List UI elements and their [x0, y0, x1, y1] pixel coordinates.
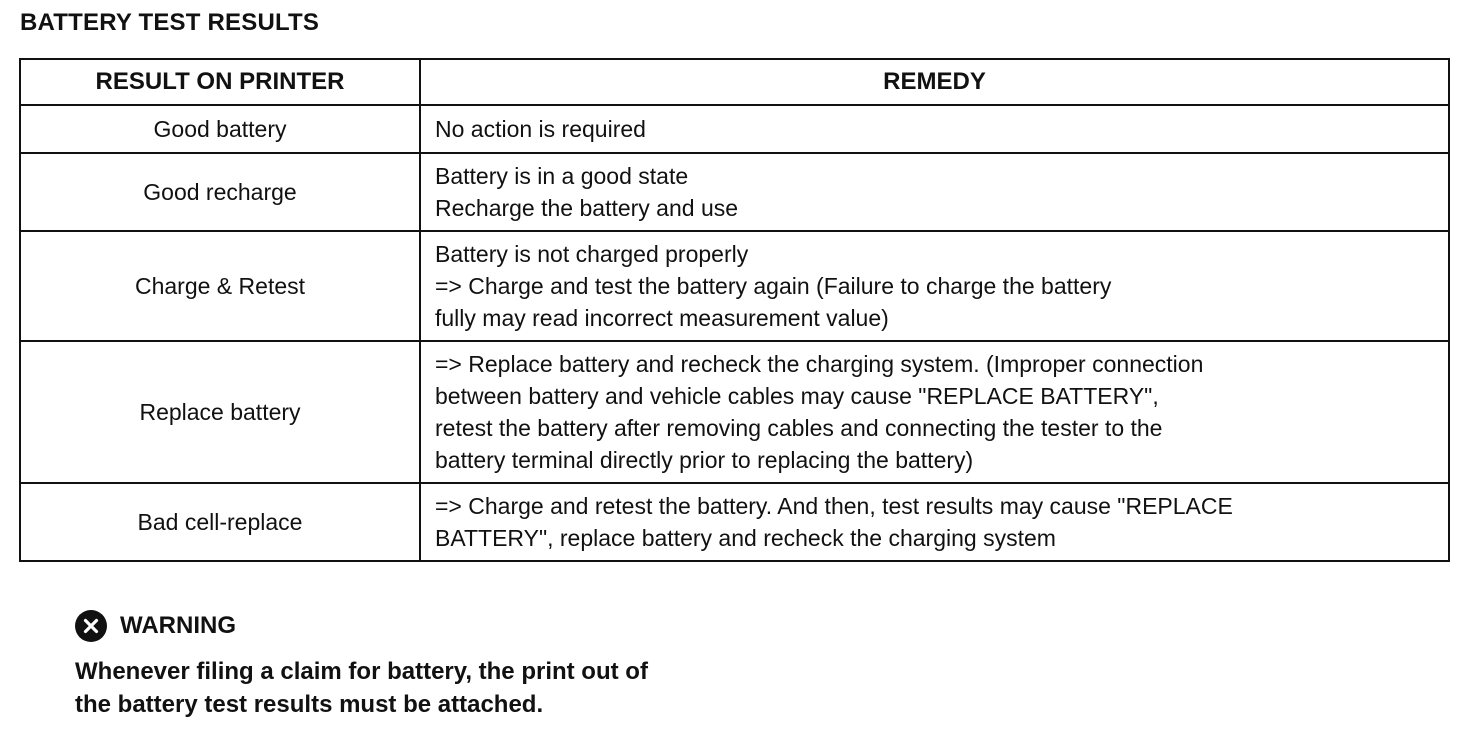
column-header-remedy: REMEDY — [420, 59, 1449, 105]
result-cell: Replace battery — [20, 341, 420, 483]
remedy-line: Battery is in a good state — [435, 163, 689, 189]
remedy-line: No action is required — [435, 116, 646, 142]
close-circle-icon — [75, 610, 107, 642]
remedy-line: retest the battery after removing cables and connecting the tester to the — [435, 415, 1163, 441]
remedy-line: between battery and vehicle cables may cause "REPLACE BATTERY", — [435, 383, 1159, 409]
result-cell: Bad cell-replace — [20, 483, 420, 561]
remedy-line: Battery is not charged properly — [435, 241, 749, 267]
remedy-line: battery terminal directly prior to replacing the battery) — [435, 447, 974, 473]
remedy-cell — [420, 231, 1449, 341]
warning-line: Whenever filing a claim for battery, the print out of — [75, 658, 648, 685]
column-header-result: RESULT ON PRINTER — [20, 59, 420, 105]
page-title: BATTERY TEST RESULTS — [20, 9, 320, 36]
remedy-cell — [420, 341, 1449, 483]
remedy-line: => Charge and test the battery again (Failure to charge the battery — [435, 273, 1112, 299]
table-row — [20, 341, 1449, 483]
result-cell: Good recharge — [20, 153, 420, 231]
table-row — [20, 231, 1449, 341]
warning-heading — [75, 610, 236, 642]
battery-results-table — [19, 58, 1450, 562]
table-header-row — [20, 59, 1449, 105]
table-row — [20, 483, 1449, 561]
result-cell: Charge & Retest — [20, 231, 420, 341]
remedy-line: Recharge the battery and use — [435, 195, 739, 221]
remedy-line: => Charge and retest the battery. And then, test results may cause "REPLACE — [435, 493, 1233, 519]
table-row — [20, 153, 1449, 231]
table-row — [20, 105, 1449, 153]
remedy-line: fully may read incorrect measurement value) — [435, 305, 889, 331]
remedy-cell — [420, 153, 1449, 231]
remedy-cell — [420, 105, 1449, 153]
remedy-line: BATTERY", replace battery and recheck the charging system — [435, 525, 1056, 551]
remedy-line: => Replace battery and recheck the charging system. (Improper connection — [435, 351, 1204, 377]
warning-line: the battery test results must be attached. — [75, 691, 544, 718]
result-cell: Good battery — [20, 105, 420, 153]
warning-label: WARNING — [120, 612, 236, 639]
warning-message — [75, 655, 648, 721]
remedy-cell — [420, 483, 1449, 561]
